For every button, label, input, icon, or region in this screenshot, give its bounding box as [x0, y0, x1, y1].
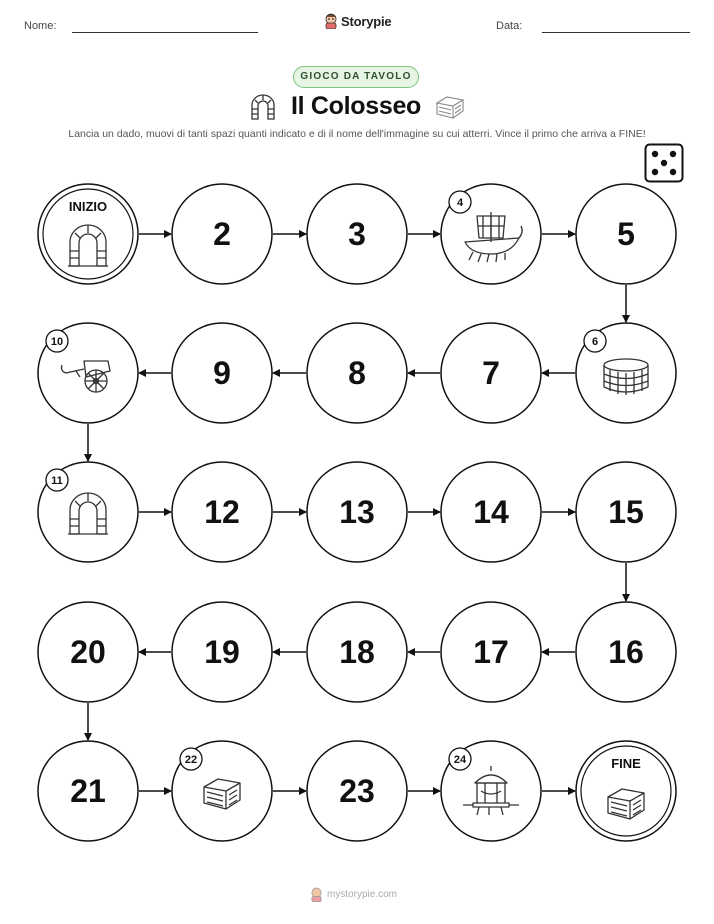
space-number: 15: [608, 494, 644, 530]
space-number: 8: [348, 355, 366, 391]
space-number: 19: [204, 634, 240, 670]
space-number: 20: [70, 634, 106, 670]
space-number: 17: [473, 634, 509, 670]
space-number: 13: [339, 494, 375, 530]
board-space-19[interactable]: [172, 602, 272, 702]
board-space-25[interactable]: [576, 741, 676, 841]
board-space-24[interactable]: [441, 741, 541, 841]
page-title: Il Colosseo: [290, 92, 422, 120]
footer: [310, 887, 397, 902]
space-number: 18: [339, 634, 375, 670]
board-space-18[interactable]: [307, 602, 407, 702]
space-number: 21: [70, 773, 106, 809]
brand-name: Storypie: [341, 13, 392, 29]
board-space-16[interactable]: [576, 602, 676, 702]
board-space-15[interactable]: [576, 462, 676, 562]
space-number: 16: [608, 634, 644, 670]
space-number: 12: [204, 494, 240, 530]
footer-url: mystorypie.com: [327, 889, 398, 900]
board-space-2[interactable]: [172, 184, 272, 284]
board-space-17[interactable]: [441, 602, 541, 702]
board-space-6[interactable]: [576, 323, 676, 423]
space-number: 5: [617, 216, 635, 252]
board-space-10[interactable]: [38, 323, 138, 423]
board-space-22[interactable]: [172, 741, 272, 841]
board-space-12[interactable]: [172, 462, 272, 562]
space-number: 22: [184, 754, 198, 766]
space-number: 23: [339, 773, 375, 809]
board-space-1[interactable]: [38, 184, 138, 284]
space-number: 7: [482, 355, 500, 391]
start-label: INIZIO: [68, 199, 108, 214]
board-space-5[interactable]: [576, 184, 676, 284]
space-number: 10: [50, 336, 64, 348]
game-type-badge: GIOCO DA TAVOLO: [293, 66, 419, 88]
board-space-11[interactable]: [38, 462, 138, 562]
space-number: 3: [348, 216, 366, 252]
space-number: 14: [473, 494, 509, 530]
board-space-23[interactable]: [307, 741, 407, 841]
board-space-14[interactable]: [441, 462, 541, 562]
space-number: 6: [591, 336, 599, 348]
space-number: 24: [453, 754, 467, 766]
end-label: FINE: [611, 756, 641, 771]
date-label: Data:: [496, 20, 523, 32]
mascot-icon: [310, 887, 323, 902]
instructions: Lancia un dado, muovi di tanti spazi quanti indicato e di il nome dell'immagine su cui atterri. Vince il primo che arriva a FINE!: [68, 128, 646, 140]
board-space-3[interactable]: [307, 184, 407, 284]
space-number: 2: [213, 216, 231, 252]
board-space-13[interactable]: [307, 462, 407, 562]
board-space-7[interactable]: [441, 323, 541, 423]
name-label: Nome:: [24, 20, 57, 32]
board-space-20[interactable]: [38, 602, 138, 702]
space-number: 11: [51, 475, 63, 487]
board-space-4[interactable]: [441, 184, 541, 284]
board-space-8[interactable]: [307, 323, 407, 423]
board-space-21[interactable]: [38, 741, 138, 841]
board-space-9[interactable]: [172, 323, 272, 423]
space-number: 9: [213, 355, 231, 391]
space-number: 4: [456, 197, 464, 209]
